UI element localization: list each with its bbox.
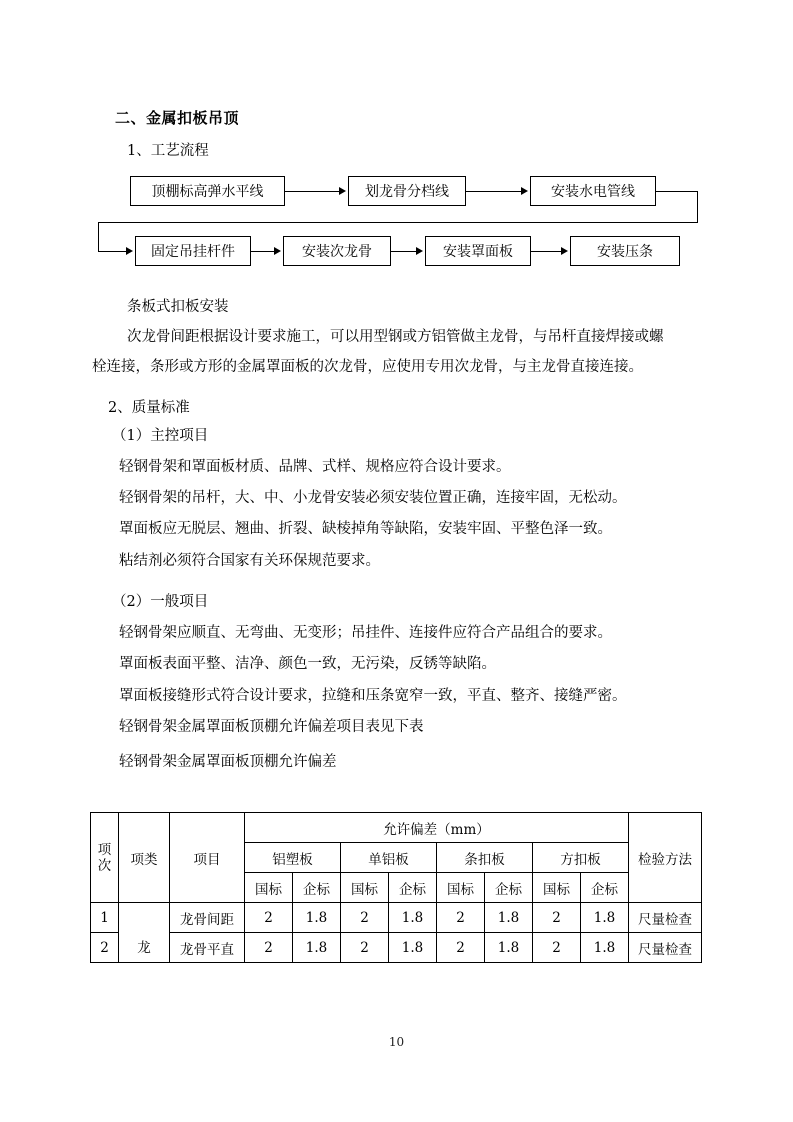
cell-category-merged: 龙 <box>119 903 170 963</box>
header-std-enterprise-4: 企标 <box>581 873 629 903</box>
cell-method: 尺量检查 <box>629 933 702 963</box>
flow-connector-2 <box>466 191 522 192</box>
cell-value: 1.8 <box>293 933 341 963</box>
flow-wrap-segment-into-row2 <box>98 251 126 252</box>
cell-value: 2 <box>533 933 581 963</box>
cell-value: 1.8 <box>485 933 533 963</box>
paragraph-hanger-requirement: 轻钢骨架的吊杆，大、中、小龙骨安装必须安装位置正确，连接牢固，无松动。 <box>119 490 627 506</box>
header-std-enterprise-2: 企标 <box>389 873 437 903</box>
header-tolerance-group: 允许偏差（mm） <box>245 813 629 843</box>
page-title: 二、金属扣板吊顶 <box>115 109 240 127</box>
table-row <box>91 903 702 933</box>
flow-box-install-pipes: 安装水电管线 <box>530 176 656 206</box>
cell-value: 2 <box>533 903 581 933</box>
header-std-enterprise-3: 企标 <box>485 873 533 903</box>
flow-arrow-5 <box>561 247 568 255</box>
cell-value: 2 <box>245 903 293 933</box>
header-panel-single-aluminum: 单铝板 <box>341 843 437 873</box>
header-std-national-1: 国标 <box>245 873 293 903</box>
header-std-national-3: 国标 <box>437 873 485 903</box>
flow-box-fix-hanger-rods: 固定吊挂杆件 <box>135 236 251 266</box>
header-index-line1: 项 <box>97 841 112 858</box>
flow-wrap-segment-down-right <box>697 191 698 222</box>
paragraph-adhesive-requirement: 粘结剂必须符合国家有关环保规范要求。 <box>119 553 380 569</box>
header-std-enterprise-1: 企标 <box>293 873 341 903</box>
paragraph-material-requirement: 轻钢骨架和罩面板材质、品牌、式样、规格应符合设计要求。 <box>119 459 511 475</box>
tolerance-table <box>90 812 702 963</box>
flow-box-ceiling-level-line: 顶棚标高弹水平线 <box>130 176 285 206</box>
page-number: 10 <box>388 1035 405 1049</box>
table-row <box>91 933 702 963</box>
paragraph-frame-straightness: 轻钢骨架应顺直、无弯曲、无变形；吊挂件、连接件应符合产品组合的要求。 <box>119 625 612 641</box>
paragraph-general-items: （2）一般项目 <box>112 594 209 610</box>
process-flowchart <box>0 0 793 290</box>
paragraph-keel-spacing-line1: 次龙骨间距根据设计要求施工，可以用型钢或方铝管做主龙骨，与吊杆直接焊接或螺 <box>127 329 664 345</box>
table-caption: 轻钢骨架金属罩面板顶棚允许偏差 <box>119 754 337 770</box>
header-std-national-2: 国标 <box>341 873 389 903</box>
header-method: 检验方法 <box>629 813 702 903</box>
cell-value: 1.8 <box>389 903 437 933</box>
cell-item: 龙骨平直 <box>170 933 245 963</box>
flow-connector-4 <box>391 251 417 252</box>
paragraph-panel-defects: 罩面板应无脱层、翘曲、折裂、缺棱掉角等缺陷，安装牢固、平整色泽一致。 <box>119 521 612 537</box>
paragraph-seam-form: 罩面板接缝形式符合设计要求，拉缝和压条宽窄一致，平直、整齐、接缝严密。 <box>119 688 627 704</box>
header-std-national-4: 国标 <box>533 873 581 903</box>
cell-value: 2 <box>437 933 485 963</box>
header-panel-strip: 条扣板 <box>437 843 533 873</box>
header-category: 项类 <box>119 813 170 903</box>
subheading-process-flow: 1、工艺流程 <box>127 143 209 159</box>
cell-method: 尺量检查 <box>629 903 702 933</box>
flow-box-install-face-panel: 安装罩面板 <box>425 236 531 266</box>
table-header-row-1 <box>91 813 702 843</box>
flow-connector-1 <box>285 191 340 192</box>
paragraph-keel-spacing-line2: 栓连接，条形或方形的金属罩面板的次龙骨，应使用专用次龙骨，与主龙骨直接连接。 <box>92 359 643 375</box>
flow-connector-3 <box>251 251 275 252</box>
flow-box-keel-layout-line: 划龙骨分档线 <box>348 176 466 206</box>
flow-box-install-secondary-keel: 安装次龙骨 <box>283 236 391 266</box>
paragraph-main-control-items: （1）主控项目 <box>112 428 209 444</box>
cell-value: 2 <box>437 903 485 933</box>
flow-wrap-segment-across <box>98 222 698 223</box>
header-index-line2: 次 <box>97 857 112 874</box>
cell-value: 2 <box>341 933 389 963</box>
paragraph-strip-panel-install: 条板式扣板安装 <box>127 299 229 315</box>
cell-item: 龙骨间距 <box>170 903 245 933</box>
flow-arrow-wrap <box>126 247 133 255</box>
paragraph-panel-surface: 罩面板表面平整、洁净、颜色一致，无污染，反锈等缺陷。 <box>119 656 496 672</box>
paragraph-table-reference: 轻钢骨架金属罩面板顶棚允许偏差项目表见下表 <box>119 719 424 735</box>
cell-value: 1.8 <box>581 903 629 933</box>
flow-arrow-1 <box>339 187 346 195</box>
cell-value: 2 <box>341 903 389 933</box>
header-item: 项目 <box>170 813 245 903</box>
flow-box-install-batten: 安装压条 <box>570 236 680 266</box>
flow-arrow-4 <box>416 247 423 255</box>
cell-value: 1.8 <box>389 933 437 963</box>
cell-index: 2 <box>91 933 119 963</box>
header-panel-square: 方扣板 <box>533 843 629 873</box>
flow-arrow-2 <box>521 187 528 195</box>
cell-value: 2 <box>245 933 293 963</box>
flow-wrap-segment-right <box>656 191 697 192</box>
cell-index: 1 <box>91 903 119 933</box>
flow-arrow-3 <box>274 247 281 255</box>
subheading-quality-standard: 2、质量标准 <box>108 400 190 416</box>
flow-wrap-segment-down-left <box>98 222 99 251</box>
cell-value: 1.8 <box>581 933 629 963</box>
header-panel-aluminum-composite: 铝塑板 <box>245 843 341 873</box>
flow-connector-5 <box>531 251 562 252</box>
header-index <box>91 813 119 903</box>
cell-value: 1.8 <box>485 903 533 933</box>
cell-value: 1.8 <box>293 903 341 933</box>
